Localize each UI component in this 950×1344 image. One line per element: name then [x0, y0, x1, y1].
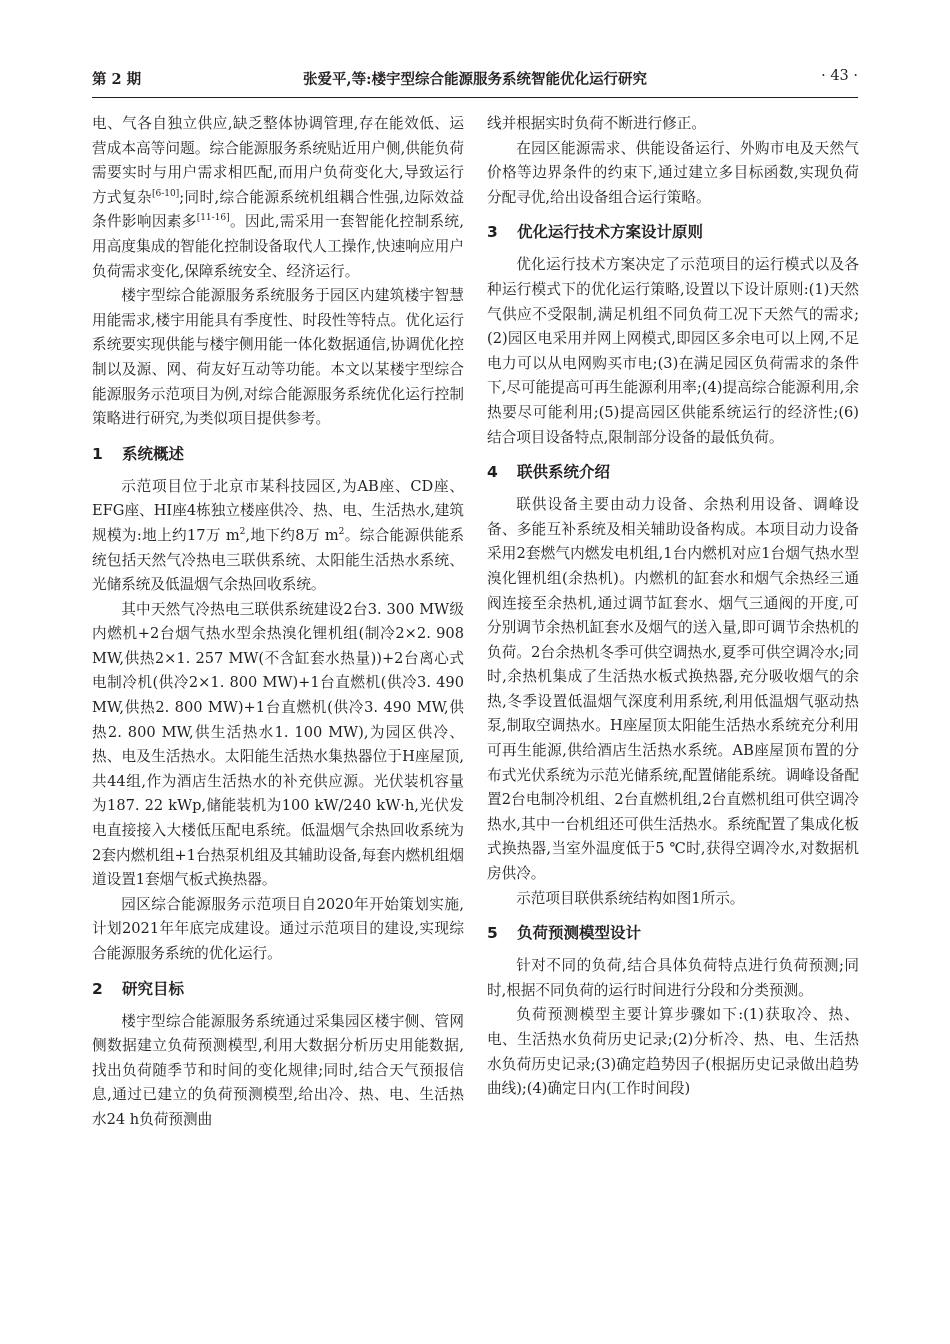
section3-paragraph-1: 优化运行技术方案决定了示范项目的运行模式以及各种运行模式下的优化运行策略,设置以下设计原则:(1)天然气供应不受限制,满足机组不同负荷工况下天然气的需求;(2)园区电采用并网上网模式,即园区多余电可以上网,不足电力可以从电网购买市电;(3)在满足园区负荷需求的条件下,尽可能提高可再生能源利用率;(4)提高综合能源利用,余热要尽可能利用;(5)提高园区供能系统运行的经济性;(6)结合项目设备特点,限制部分设备的最低负荷。: [487, 256, 859, 446]
right-column: [487, 112, 859, 1102]
section4-paragraph-1: 联供设备主要由动力设备、余热利用设备、调峰设备、多能互补系统及相关辅助设备构成。本项目动力设备采用2套燃气内燃发电机组,1台内燃机对应1台烟气热水型溴化锂机组(余热机)。内燃机的缸套水和烟气余热经三通阀连接至余热机,通过调节缸套水、烟气三通阀的开度,可分别调节余热机缸套水及烟气的送入量,即可调节余热机的负荷。2台余热机冬季可供空调热水,夏季可供空调冷水;同时,余热机集成了生活热水板式换热器,充分吸收烟气的余热,冬季设置低温烟气深度利用系统,利用低温烟气驱动热泵,制取空调热水。H座屋顶太阳能生活热水系统充分利用可再生能源,供给酒店生活热水系统。AB座屋顶布置的分布式光伏系统为示范光储系统,配置储能系统。调峰设备配置2台电制冷机组、2台直燃机组,2台直燃机组可供空调冷热水,其中一台机组还可供生活热水。系统配置了集成化板式换热器,当室外温度低于5 ℃时,获得空调冷水,对数据机房供冷。: [487, 496, 859, 883]
intro-paragraph-2: 楼宇型综合能源服务系统服务于园区内建筑楼宇智慧用能需求,楼宇用能具有季度性、时段性等特点。优化运行系统要实现供能与楼宇侧用能一体化数据通信,协调优化控制以及源、网、荷友好互动等功能。本文以某楼宇型综合能源服务示范项目为例,对综合能源服务系统优化运行控制策略进行研究,为类似项目提供参考。: [92, 287, 464, 428]
running-header: [92, 68, 858, 94]
section4-paragraph-2: 示范项目联供系统结构如图1所示。: [516, 889, 745, 907]
header-rule: [92, 97, 858, 98]
section-heading-3: 3 优化运行技术方案设计原则: [487, 223, 704, 242]
section5-paragraph-1: 针对不同的负荷,结合具体负荷特点进行负荷预测;同时,根据不同负荷的运行时间进行分段和分类预测。: [487, 957, 859, 999]
page-number: · 43 ·: [821, 68, 858, 84]
section1-paragraph-3: 园区综合能源服务示范项目自2020年开始策划实施,计划2021年年底完成建设。通过示范项目的建设,实现综合能源服务系统的优化运行。: [92, 895, 464, 962]
section5-paragraph-2: 负荷预测模型主要计算步骤如下:(1)获取冷、热、电、生活热水负荷历史记录;(2)分析冷、热、电、生活热水负荷历史记录;(3)确定趋势因子(根据历史记录做出趋势曲线);(4)确定日内(工作时间段): [487, 1006, 859, 1098]
citation: [6-10]: [151, 188, 180, 199]
section2-paragraph-1-continued: 线并根据实时负荷不断进行修正。: [487, 115, 706, 132]
section-heading-4: 4 联供系统介绍: [487, 463, 611, 482]
section2-paragraph-2: 在园区能源需求、供能设备运行、外购市电及天然气价格等边界条件的约束下,通过建立多目标函数,实现负荷分配寻优,给出设备组合运行策略。: [487, 139, 859, 206]
section-heading-5: 5 负荷预测模型设计: [487, 924, 642, 943]
section2-paragraph-1: 楼宇型综合能源服务系统通过采集园区楼宇侧、管网侧数据建立负荷预测模型,利用大数据分析历史用能数据,找出负荷随季节和时间的变化规律;同时,结合天气预报信息,通过已建立的负荷预测模型,给出冷、热、电、生活热水24 h负荷预测曲: [92, 1012, 464, 1128]
section-heading-2: 2 研究目标: [92, 979, 185, 998]
issue-number: 第 2 期: [92, 71, 142, 88]
intro-paragraph-1: 电、气各自独立供应,缺乏整体协调管理,存在能效低、运营成本高等问题。综合能源服务系统贴近用户侧,供能负荷需要实时与用户需求相匹配,而用户负荷变化大,导致运行方式复杂[6-10];同时,综合能源系统机组耦合性强,边际效益条件影响因素多[11-16]。因此,需采用一套智能化控制系统,用高度集成的智能化控制设备取代人工操作,快速响应用户负荷需求变化,保障系统安全、经济运行。: [92, 115, 464, 280]
section1-paragraph-2: 其中天然气冷热电三联供系统建设2台3. 300 MW级内燃机+2台烟气热水型余热溴化锂机组(制冷2×2. 908 MW,供热2×1. 257 MW(不含缸套水热量))+2台离心式电制冷机(供冷2×1. 800 MW)+1台直燃机(供冷3. 490 MW,供热2. 800 MW)+1台直燃机(供冷3. 490 MW,供热2. 800 MW,供生活热水1. 100 MW),为园区供冷、热、电及生活热水。太阳能生活热水集热器位于H座屋顶,共44组,作为酒店生活热水的补充供应源。光伏装机容量为187. 22 kWp,储能装机为100 kW/240 kW·h,光伏发电直接接入大楼低压配电系统。低温烟气余热回收系统为2套内燃机组+1台热泵机组及其辅助设备,每套内燃机组烟道设置1套烟气板式换热器。: [92, 600, 464, 889]
section-heading-1: 1 系统概述: [92, 444, 185, 463]
citation: [11-16]: [196, 213, 230, 224]
section1-paragraph-1: 示范项目位于北京市某科技园区,为AB座、CD座、EFG座、HI座4栋独立楼座供冷、热、电、生活热水,建筑规模为:地上约17万 $m^2$,地下约8万 $m^2$。综合能源供能系统包括天然气冷热电三联供系统、太阳能生活热水系统、光储系统及低温烟气余热回收系统。: [92, 477, 464, 594]
running-title: 张爱平,等:楼宇型综合能源服务系统智能优化运行研究: [303, 71, 647, 88]
left-column: [92, 112, 464, 1133]
